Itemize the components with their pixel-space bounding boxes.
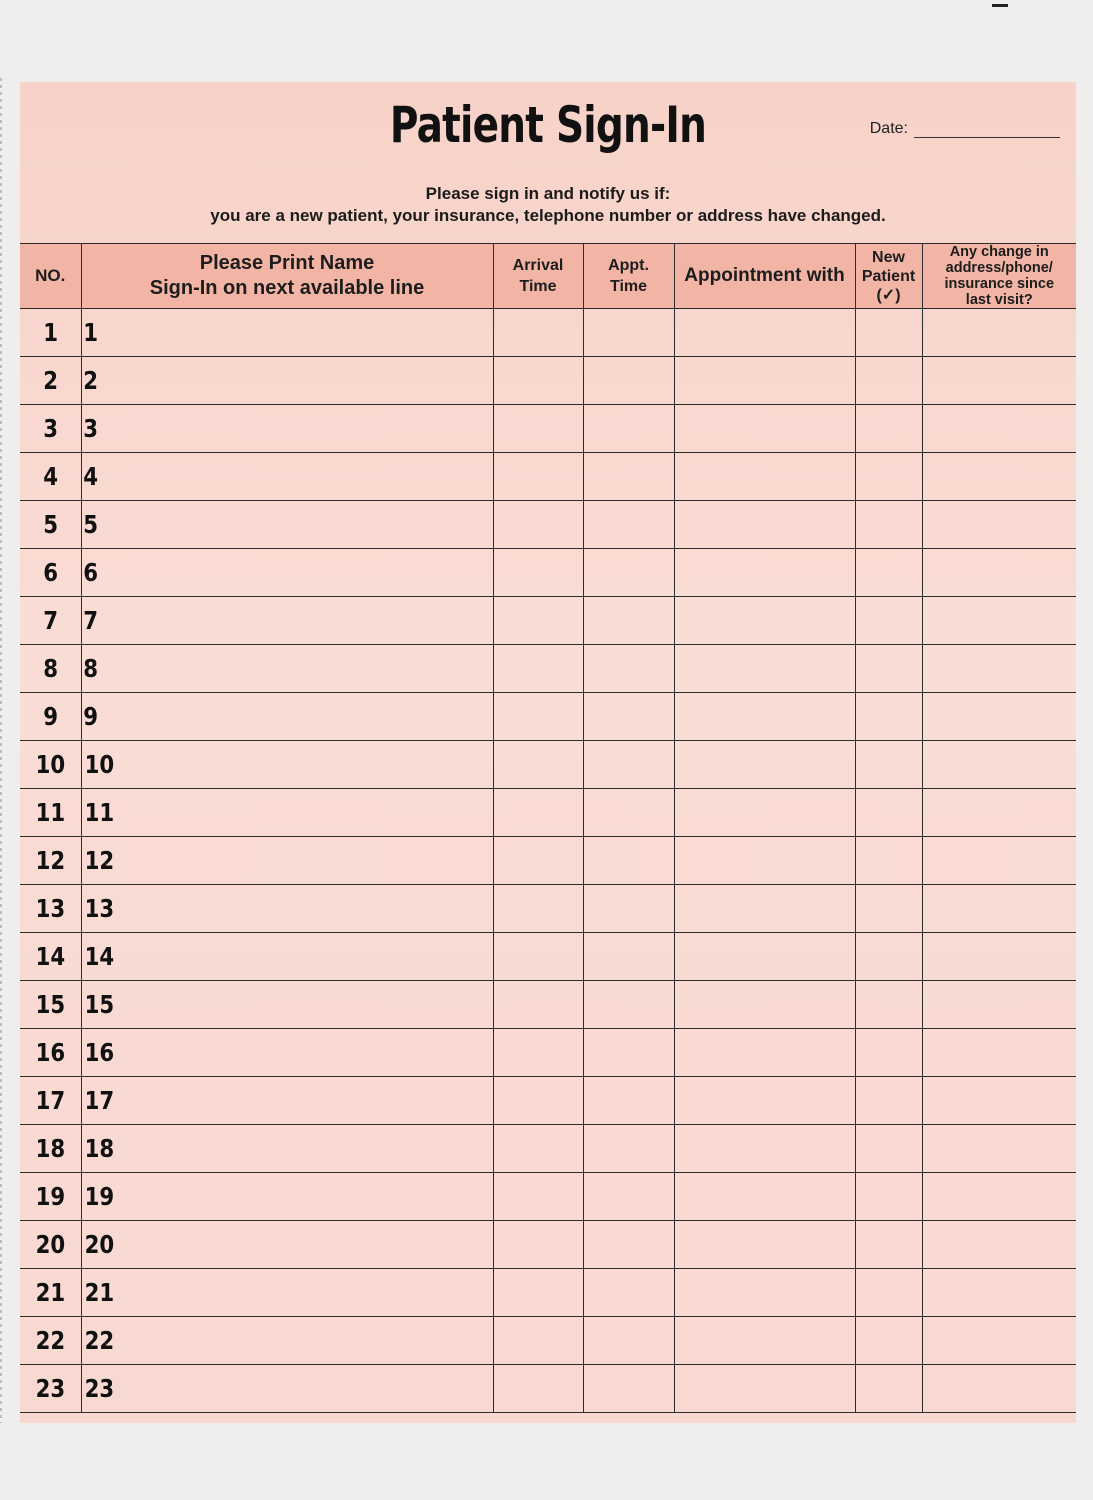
new-patient-cell[interactable] [855, 1077, 922, 1125]
row-number-cell [20, 405, 81, 453]
line-number: 21 [84, 1278, 114, 1307]
name-cell[interactable] [81, 1317, 493, 1365]
name-cell[interactable] [81, 597, 493, 645]
line-number: 7 [82, 606, 98, 635]
name-cell[interactable] [81, 549, 493, 597]
table-row [20, 1125, 1076, 1173]
row-number: 20 [35, 1230, 66, 1259]
row-number-cell [20, 549, 81, 597]
header-new-line-2: Patient [861, 267, 916, 285]
any-change-cell[interactable] [922, 1029, 1076, 1077]
arrival-time-cell[interactable] [493, 501, 583, 549]
name-cell[interactable] [81, 693, 493, 741]
appointment-with-cell[interactable] [674, 933, 855, 981]
header-name-line-1: Please Print Name [199, 252, 375, 274]
new-patient-cell[interactable] [855, 1029, 922, 1077]
name-cell[interactable] [81, 357, 493, 405]
arrival-time-cell[interactable] [493, 1269, 583, 1317]
appt-time-cell[interactable] [583, 1125, 674, 1173]
row-number: 13 [35, 894, 66, 923]
table-row [20, 693, 1076, 741]
header-change-line-1: Any change in [949, 244, 1049, 260]
name-cell[interactable] [81, 1077, 493, 1125]
table-row [20, 597, 1076, 645]
row-number: 2 [42, 366, 58, 395]
arrival-time-cell[interactable] [493, 1365, 583, 1413]
row-number-cell [20, 1317, 81, 1365]
any-change-cell[interactable] [922, 693, 1076, 741]
sign-in-table [20, 243, 1076, 1413]
appointment-with-cell[interactable] [674, 549, 855, 597]
arrival-time-cell[interactable] [493, 597, 583, 645]
table-row [20, 885, 1076, 933]
appointment-with-cell[interactable] [674, 357, 855, 405]
appointment-with-cell[interactable] [674, 693, 855, 741]
row-number-cell [20, 1077, 81, 1125]
header-name-line-2: Sign-In on next available line [149, 277, 425, 299]
perforation-edge [0, 78, 2, 1423]
row-number: 10 [35, 750, 66, 779]
row-number: 9 [42, 702, 58, 731]
appt-time-cell[interactable] [583, 1365, 674, 1413]
appt-time-cell[interactable] [583, 981, 674, 1029]
appt-time-cell[interactable] [583, 597, 674, 645]
new-patient-cell[interactable] [855, 1317, 922, 1365]
name-cell[interactable] [81, 1125, 493, 1173]
notice-text [20, 183, 1076, 227]
appt-time-cell[interactable] [583, 1029, 674, 1077]
appointment-with-cell[interactable] [674, 741, 855, 789]
arrival-time-cell[interactable] [493, 1029, 583, 1077]
appointment-with-cell[interactable] [674, 1221, 855, 1269]
arrival-time-cell[interactable] [493, 309, 583, 357]
row-number: 23 [35, 1374, 66, 1403]
row-number: 7 [42, 606, 58, 635]
new-patient-cell[interactable] [855, 1269, 922, 1317]
line-number: 2 [82, 366, 98, 395]
new-patient-cell[interactable] [855, 1173, 922, 1221]
any-change-cell[interactable] [922, 789, 1076, 837]
sign-in-sheet [20, 82, 1076, 1423]
new-patient-cell[interactable] [855, 1221, 922, 1269]
notice-line-1: Please sign in and notify us if: [425, 184, 671, 203]
appt-time-cell[interactable] [583, 309, 674, 357]
table-row [20, 1029, 1076, 1077]
arrival-time-cell[interactable] [493, 453, 583, 501]
appointment-with-cell[interactable] [674, 789, 855, 837]
line-number: 16 [84, 1038, 114, 1067]
header-any-change [922, 244, 1076, 309]
appointment-with-cell[interactable] [674, 501, 855, 549]
any-change-cell[interactable] [922, 549, 1076, 597]
new-patient-cell[interactable] [855, 597, 922, 645]
header-name [81, 244, 493, 309]
notice-line-2: you are a new patient, your insurance, telephone number or address have changed. [210, 206, 886, 225]
any-change-cell[interactable] [922, 501, 1076, 549]
table-row [20, 933, 1076, 981]
arrival-time-cell[interactable] [493, 741, 583, 789]
header-appt-line-2: Time [609, 278, 648, 295]
name-cell[interactable] [81, 789, 493, 837]
arrival-time-cell[interactable] [493, 645, 583, 693]
any-change-cell[interactable] [922, 1365, 1076, 1413]
row-number: 21 [35, 1278, 66, 1307]
appointment-with-cell[interactable] [674, 1269, 855, 1317]
header-appt-line-1: Appt. [608, 257, 649, 274]
appointment-with-cell[interactable] [674, 981, 855, 1029]
table-header-row [20, 244, 1076, 309]
name-cell[interactable] [81, 645, 493, 693]
appointment-with-cell[interactable] [674, 453, 855, 501]
any-change-cell[interactable] [922, 1317, 1076, 1365]
table-row [20, 405, 1076, 453]
new-patient-cell[interactable] [855, 693, 922, 741]
new-patient-cell[interactable] [855, 789, 922, 837]
appointment-with-cell[interactable] [674, 1173, 855, 1221]
appt-time-cell[interactable] [583, 549, 674, 597]
row-number: 19 [35, 1182, 66, 1211]
arrival-time-cell[interactable] [493, 981, 583, 1029]
row-number: 14 [35, 942, 66, 971]
header-no: NO. [20, 244, 81, 309]
appointment-with-cell[interactable] [674, 885, 855, 933]
appt-time-cell[interactable] [583, 453, 674, 501]
arrival-time-cell[interactable] [493, 405, 583, 453]
table-row [20, 1173, 1076, 1221]
name-cell[interactable] [81, 501, 493, 549]
line-number: 6 [82, 558, 98, 587]
row-number: 4 [42, 462, 58, 491]
form-title: Patient Sign-In [389, 96, 707, 154]
header-arrival-line-1: Arrival [512, 257, 564, 274]
any-change-cell[interactable] [922, 1269, 1076, 1317]
row-number: 3 [42, 414, 58, 443]
checkmark-icon: (✓) [876, 286, 901, 304]
arrival-time-cell[interactable] [493, 933, 583, 981]
appt-time-cell[interactable] [583, 1173, 674, 1221]
header-change-line-2: address/phone/ [945, 260, 1053, 276]
any-change-cell[interactable] [922, 1173, 1076, 1221]
table-row [20, 1077, 1076, 1125]
table-row [20, 1221, 1076, 1269]
appt-time-cell[interactable] [583, 1317, 674, 1365]
table-row [20, 309, 1076, 357]
table-row [20, 1365, 1076, 1413]
name-cell[interactable] [81, 1029, 493, 1077]
arrival-time-cell[interactable] [493, 837, 583, 885]
any-change-cell[interactable] [922, 405, 1076, 453]
appt-time-cell[interactable] [583, 357, 674, 405]
row-number-cell [20, 1365, 81, 1413]
appt-time-cell[interactable] [583, 741, 674, 789]
row-number-cell [20, 645, 81, 693]
name-cell[interactable] [81, 981, 493, 1029]
line-number: 10 [84, 750, 114, 779]
date-input-line[interactable] [914, 121, 1060, 138]
appointment-with-cell[interactable] [674, 597, 855, 645]
table-row [20, 741, 1076, 789]
new-patient-cell[interactable] [855, 1365, 922, 1413]
row-number-cell [20, 1173, 81, 1221]
new-patient-cell[interactable] [855, 885, 922, 933]
any-change-cell[interactable] [922, 645, 1076, 693]
appt-time-cell[interactable] [583, 645, 674, 693]
line-number: 13 [84, 894, 114, 923]
any-change-cell[interactable] [922, 981, 1076, 1029]
any-change-cell[interactable] [922, 1221, 1076, 1269]
new-patient-cell[interactable] [855, 645, 922, 693]
arrival-time-cell[interactable] [493, 1125, 583, 1173]
name-cell[interactable] [81, 933, 493, 981]
header-new-patient [855, 244, 922, 309]
new-patient-cell[interactable] [855, 501, 922, 549]
arrival-time-cell[interactable] [493, 549, 583, 597]
any-change-cell[interactable] [922, 453, 1076, 501]
table-row [20, 357, 1076, 405]
date-field[interactable] [870, 120, 1060, 138]
name-cell[interactable] [81, 1365, 493, 1413]
new-patient-cell[interactable] [855, 453, 922, 501]
appointment-with-cell[interactable] [674, 1365, 855, 1413]
appointment-with-cell[interactable] [674, 405, 855, 453]
name-cell[interactable] [81, 309, 493, 357]
row-number-cell [20, 741, 81, 789]
arrival-time-cell[interactable] [493, 1173, 583, 1221]
line-number: 11 [84, 798, 114, 827]
appt-time-cell[interactable] [583, 885, 674, 933]
date-label: Date: [869, 120, 908, 137]
line-number: 9 [82, 702, 98, 731]
appointment-with-cell[interactable] [674, 1077, 855, 1125]
appointment-with-cell[interactable] [674, 309, 855, 357]
row-number-cell [20, 981, 81, 1029]
appt-time-cell[interactable] [583, 933, 674, 981]
row-number-cell [20, 693, 81, 741]
appointment-with-cell[interactable] [674, 645, 855, 693]
arrival-time-cell[interactable] [493, 1221, 583, 1269]
row-number-cell [20, 1029, 81, 1077]
any-change-cell[interactable] [922, 357, 1076, 405]
any-change-cell[interactable] [922, 309, 1076, 357]
row-number: 16 [35, 1038, 66, 1067]
row-number-cell [20, 1221, 81, 1269]
appt-time-cell[interactable] [583, 693, 674, 741]
appt-time-cell[interactable] [583, 837, 674, 885]
line-number: 20 [84, 1230, 114, 1259]
header-new-line-1: New [872, 248, 905, 266]
name-cell[interactable] [81, 1173, 493, 1221]
row-number-cell [20, 357, 81, 405]
appt-time-cell[interactable] [583, 405, 674, 453]
line-number: 3 [82, 414, 98, 443]
row-number-cell [20, 501, 81, 549]
row-number-cell [20, 453, 81, 501]
line-number: 12 [84, 846, 114, 875]
row-number: 15 [35, 990, 66, 1019]
line-number: 23 [84, 1374, 114, 1403]
any-change-cell[interactable] [922, 597, 1076, 645]
new-patient-cell[interactable] [855, 357, 922, 405]
name-cell[interactable] [81, 837, 493, 885]
appointment-with-cell[interactable] [674, 1125, 855, 1173]
name-cell[interactable] [81, 741, 493, 789]
name-cell[interactable] [81, 453, 493, 501]
table-row [20, 1269, 1076, 1317]
line-number: 1 [82, 318, 98, 347]
row-number-cell [20, 1125, 81, 1173]
row-number-cell [20, 885, 81, 933]
table-row [20, 453, 1076, 501]
table-row [20, 1317, 1076, 1365]
row-number-cell [20, 933, 81, 981]
header-change-line-3: insurance since [944, 276, 1055, 292]
appt-time-cell[interactable] [583, 1221, 674, 1269]
header-arrival-time [493, 244, 583, 309]
corner-mark [992, 4, 1008, 7]
any-change-cell[interactable] [922, 1077, 1076, 1125]
row-number-cell [20, 789, 81, 837]
name-cell[interactable] [81, 1221, 493, 1269]
appt-time-cell[interactable] [583, 1269, 674, 1317]
appointment-with-cell[interactable] [674, 1029, 855, 1077]
appt-time-cell[interactable] [583, 789, 674, 837]
row-number: 8 [42, 654, 58, 683]
arrival-time-cell[interactable] [493, 789, 583, 837]
line-number: 8 [82, 654, 98, 683]
any-change-cell[interactable] [922, 933, 1076, 981]
header-change-line-4: last visit? [965, 292, 1033, 308]
row-number: 12 [35, 846, 66, 875]
arrival-time-cell[interactable] [493, 1317, 583, 1365]
row-number: 11 [35, 798, 66, 827]
appt-time-cell[interactable] [583, 501, 674, 549]
row-number: 5 [42, 510, 58, 539]
line-number: 22 [84, 1326, 114, 1355]
new-patient-cell[interactable] [855, 309, 922, 357]
new-patient-cell[interactable] [855, 549, 922, 597]
row-number: 6 [42, 558, 58, 587]
new-patient-cell[interactable] [855, 981, 922, 1029]
new-patient-cell[interactable] [855, 405, 922, 453]
table-row [20, 501, 1076, 549]
any-change-cell[interactable] [922, 837, 1076, 885]
arrival-time-cell[interactable] [493, 693, 583, 741]
header-appointment-with: Appointment with [674, 244, 855, 309]
new-patient-cell[interactable] [855, 741, 922, 789]
table-row [20, 549, 1076, 597]
line-number: 18 [84, 1134, 114, 1163]
line-number: 5 [82, 510, 98, 539]
any-change-cell[interactable] [922, 741, 1076, 789]
any-change-cell[interactable] [922, 885, 1076, 933]
any-change-cell[interactable] [922, 1125, 1076, 1173]
row-number-cell [20, 837, 81, 885]
arrival-time-cell[interactable] [493, 357, 583, 405]
arrival-time-cell[interactable] [493, 1077, 583, 1125]
table-row [20, 789, 1076, 837]
new-patient-cell[interactable] [855, 837, 922, 885]
appointment-with-cell[interactable] [674, 1317, 855, 1365]
row-number: 18 [35, 1134, 66, 1163]
appt-time-cell[interactable] [583, 1077, 674, 1125]
row-number-cell [20, 1269, 81, 1317]
row-number-cell [20, 597, 81, 645]
new-patient-cell[interactable] [855, 1125, 922, 1173]
name-cell[interactable] [81, 1269, 493, 1317]
appointment-with-cell[interactable] [674, 837, 855, 885]
row-number-cell [20, 309, 81, 357]
name-cell[interactable] [81, 885, 493, 933]
new-patient-cell[interactable] [855, 933, 922, 981]
header-appt-time [583, 244, 674, 309]
row-number: 1 [42, 318, 58, 347]
line-number: 14 [84, 942, 114, 971]
table-row [20, 981, 1076, 1029]
table-row [20, 645, 1076, 693]
row-number: 22 [35, 1326, 66, 1355]
line-number: 15 [84, 990, 114, 1019]
table-row [20, 837, 1076, 885]
line-number: 19 [84, 1182, 114, 1211]
header-arrival-line-2: Time [519, 278, 557, 295]
line-number: 4 [82, 462, 98, 491]
line-number: 17 [84, 1086, 114, 1115]
name-cell[interactable] [81, 405, 493, 453]
arrival-time-cell[interactable] [493, 885, 583, 933]
row-number: 17 [35, 1086, 66, 1115]
